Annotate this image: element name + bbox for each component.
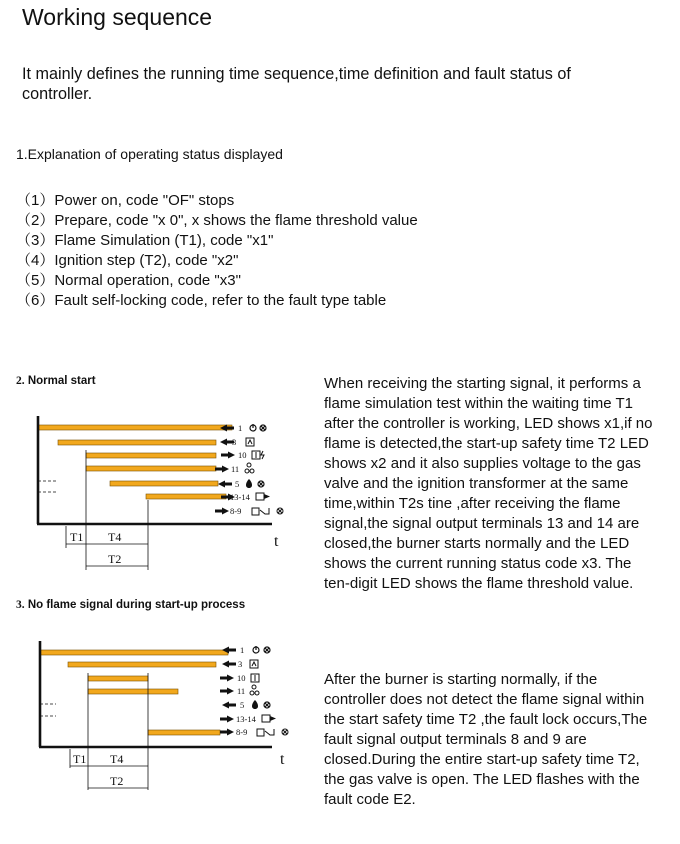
list-item xyxy=(16,211,418,231)
t2-label: T2 xyxy=(108,552,122,566)
power-switch-icon xyxy=(250,424,266,431)
list-text: Fault self-locking code, refer to the fault type table xyxy=(54,292,387,309)
burner-output-icon xyxy=(262,715,276,722)
terminal-label: 13-14 xyxy=(236,714,256,724)
legend-row-3 xyxy=(222,659,258,669)
legend-row-13-14 xyxy=(221,492,270,502)
arrow-in-icon xyxy=(222,661,236,668)
thermostat-icon xyxy=(246,438,254,446)
timing-bar-5 xyxy=(110,481,218,486)
list-marker: （2） xyxy=(16,212,55,229)
section2-heading xyxy=(16,374,96,388)
thermostat-icon xyxy=(250,660,258,668)
flame-detector-icon xyxy=(246,479,264,488)
list-marker: （3） xyxy=(16,232,55,249)
timing-bar-3 xyxy=(58,440,216,445)
legend-row-1 xyxy=(222,645,270,655)
list-marker: （1） xyxy=(16,192,55,209)
terminal-label: 11 xyxy=(237,686,246,696)
legend-row-11 xyxy=(215,463,254,474)
section1-heading: 1.Explanation of operating status displayed xyxy=(16,146,283,162)
terminal-legend xyxy=(215,423,283,516)
time-axis-label: t xyxy=(274,533,279,550)
terminal-label: 10 xyxy=(237,673,246,683)
t2-label: T2 xyxy=(110,774,124,788)
list-marker: （4） xyxy=(16,252,55,269)
section2-description: When receiving the starting signal, it performs a flame simulation test within the waiting time T1 after the controller is working, LED shows x1,if no flame is detected,the start-up safety time T2 LED shows x2 and it also supplies voltage to the gas valve and the ignition transformer at the same time,within T2s tine ,after receiving the flame signal,the signal output terminals 13 and 14 are closed,the burner starts normally and the LED shows the current running status code x3. The ten-digit LED shows the flame threshold value. xyxy=(324,375,653,592)
legend-row-8-9 xyxy=(220,727,288,737)
fan-icon xyxy=(250,685,259,695)
section3-description: After the burner is starting normally, if the controller does not detect the flame signal within the start safety time T2 ,the fault lock occurs,The fault signal output terminals 8 and 9 are closed.During the entire start-up safety time T2, the gas valve is open. The LED flashes with the fault code E2. xyxy=(324,671,648,808)
timing-bar-8-9 xyxy=(148,730,220,735)
terminal-label: 1 xyxy=(240,645,245,655)
section2-number: 2. xyxy=(16,375,25,387)
terminal-label: 10 xyxy=(238,450,247,460)
t4-label: T4 xyxy=(110,752,124,766)
terminal-label: 3 xyxy=(232,437,237,447)
section3-heading xyxy=(16,598,245,612)
timing-bar-10 xyxy=(88,676,148,681)
ignition-transformer-icon xyxy=(251,674,259,682)
terminal-label: 8-9 xyxy=(236,727,248,737)
legend-row-11 xyxy=(220,685,259,696)
legend-row-1 xyxy=(220,423,266,433)
t1-label: T1 xyxy=(70,530,84,544)
t4-label: T4 xyxy=(108,530,122,544)
terminal-label: 11 xyxy=(231,464,240,474)
list-text: Power on, code "OF" stops xyxy=(54,192,235,209)
terminal-label: 3 xyxy=(238,659,243,669)
legend-row-13-14 xyxy=(220,714,276,724)
list-text: Prepare, code "x 0", x shows the flame threshold value xyxy=(54,212,418,229)
fan-icon xyxy=(245,463,254,473)
terminal-label: 8-9 xyxy=(230,506,242,516)
list-marker: （6） xyxy=(16,292,55,309)
arrow-in-icon xyxy=(222,702,236,709)
legend-row-3 xyxy=(220,437,254,447)
timing-bar-1 xyxy=(38,425,232,430)
list-text: Normal operation, code "x3" xyxy=(54,272,241,289)
list-text: Ignition step (T2), code "x2" xyxy=(54,252,239,269)
list-text: Flame Simulation (T1), code "x1" xyxy=(54,232,274,249)
power-switch-icon xyxy=(253,646,270,653)
legend-row-10 xyxy=(220,673,259,683)
list-item xyxy=(16,271,418,291)
time-axis-label: t xyxy=(280,751,285,768)
legend-row-8-9 xyxy=(215,506,283,516)
timing-bar-3 xyxy=(68,662,216,667)
list-marker: （5） xyxy=(16,272,55,289)
fault-alarm-icon xyxy=(257,729,288,736)
legend-row-5 xyxy=(218,479,264,489)
arrow-out-icon xyxy=(215,466,229,473)
terminal-label: 1 xyxy=(238,423,243,433)
timing-bar-10 xyxy=(86,453,216,458)
fault-alarm-icon xyxy=(252,508,283,515)
terminal-label: 13-14 xyxy=(230,492,250,502)
timing-bar-13-14 xyxy=(146,494,226,499)
section2-title: Normal start xyxy=(27,375,96,387)
ignition-transformer-icon xyxy=(252,451,264,459)
terminal-label: 5 xyxy=(235,479,240,489)
section3-number: 3. xyxy=(16,599,25,611)
list-item xyxy=(16,291,418,311)
status-list xyxy=(16,191,418,311)
arrow-out-icon xyxy=(221,452,235,459)
arrow-in-icon xyxy=(218,481,232,488)
list-item xyxy=(16,191,418,211)
terminal-label: 5 xyxy=(240,700,245,710)
timing-bar-11 xyxy=(86,466,216,471)
arrow-out-icon xyxy=(215,508,229,515)
normal-start-timing-diagram xyxy=(0,400,300,590)
legend-row-10 xyxy=(221,450,264,460)
arrow-out-icon xyxy=(220,675,234,682)
flame-detector-icon xyxy=(252,700,270,709)
legend-row-5 xyxy=(222,700,270,710)
burner-output-icon xyxy=(256,493,270,500)
timing-bar-1 xyxy=(40,650,228,655)
section3-title: No flame signal during start-up process xyxy=(27,599,246,611)
intro-paragraph: It mainly defines the running time sequence,time definition and fault status of controller. xyxy=(22,65,571,103)
arrow-out-icon xyxy=(220,688,234,695)
terminal-legend xyxy=(220,645,288,737)
no-flame-timing-diagram xyxy=(0,628,300,798)
list-item xyxy=(16,251,418,271)
t1-label: T1 xyxy=(73,752,87,766)
timing-bar-11 xyxy=(88,689,178,694)
arrow-out-icon xyxy=(220,729,234,736)
page-title: Working sequence xyxy=(22,4,213,30)
list-item xyxy=(16,231,418,251)
arrow-out-icon xyxy=(220,716,234,723)
